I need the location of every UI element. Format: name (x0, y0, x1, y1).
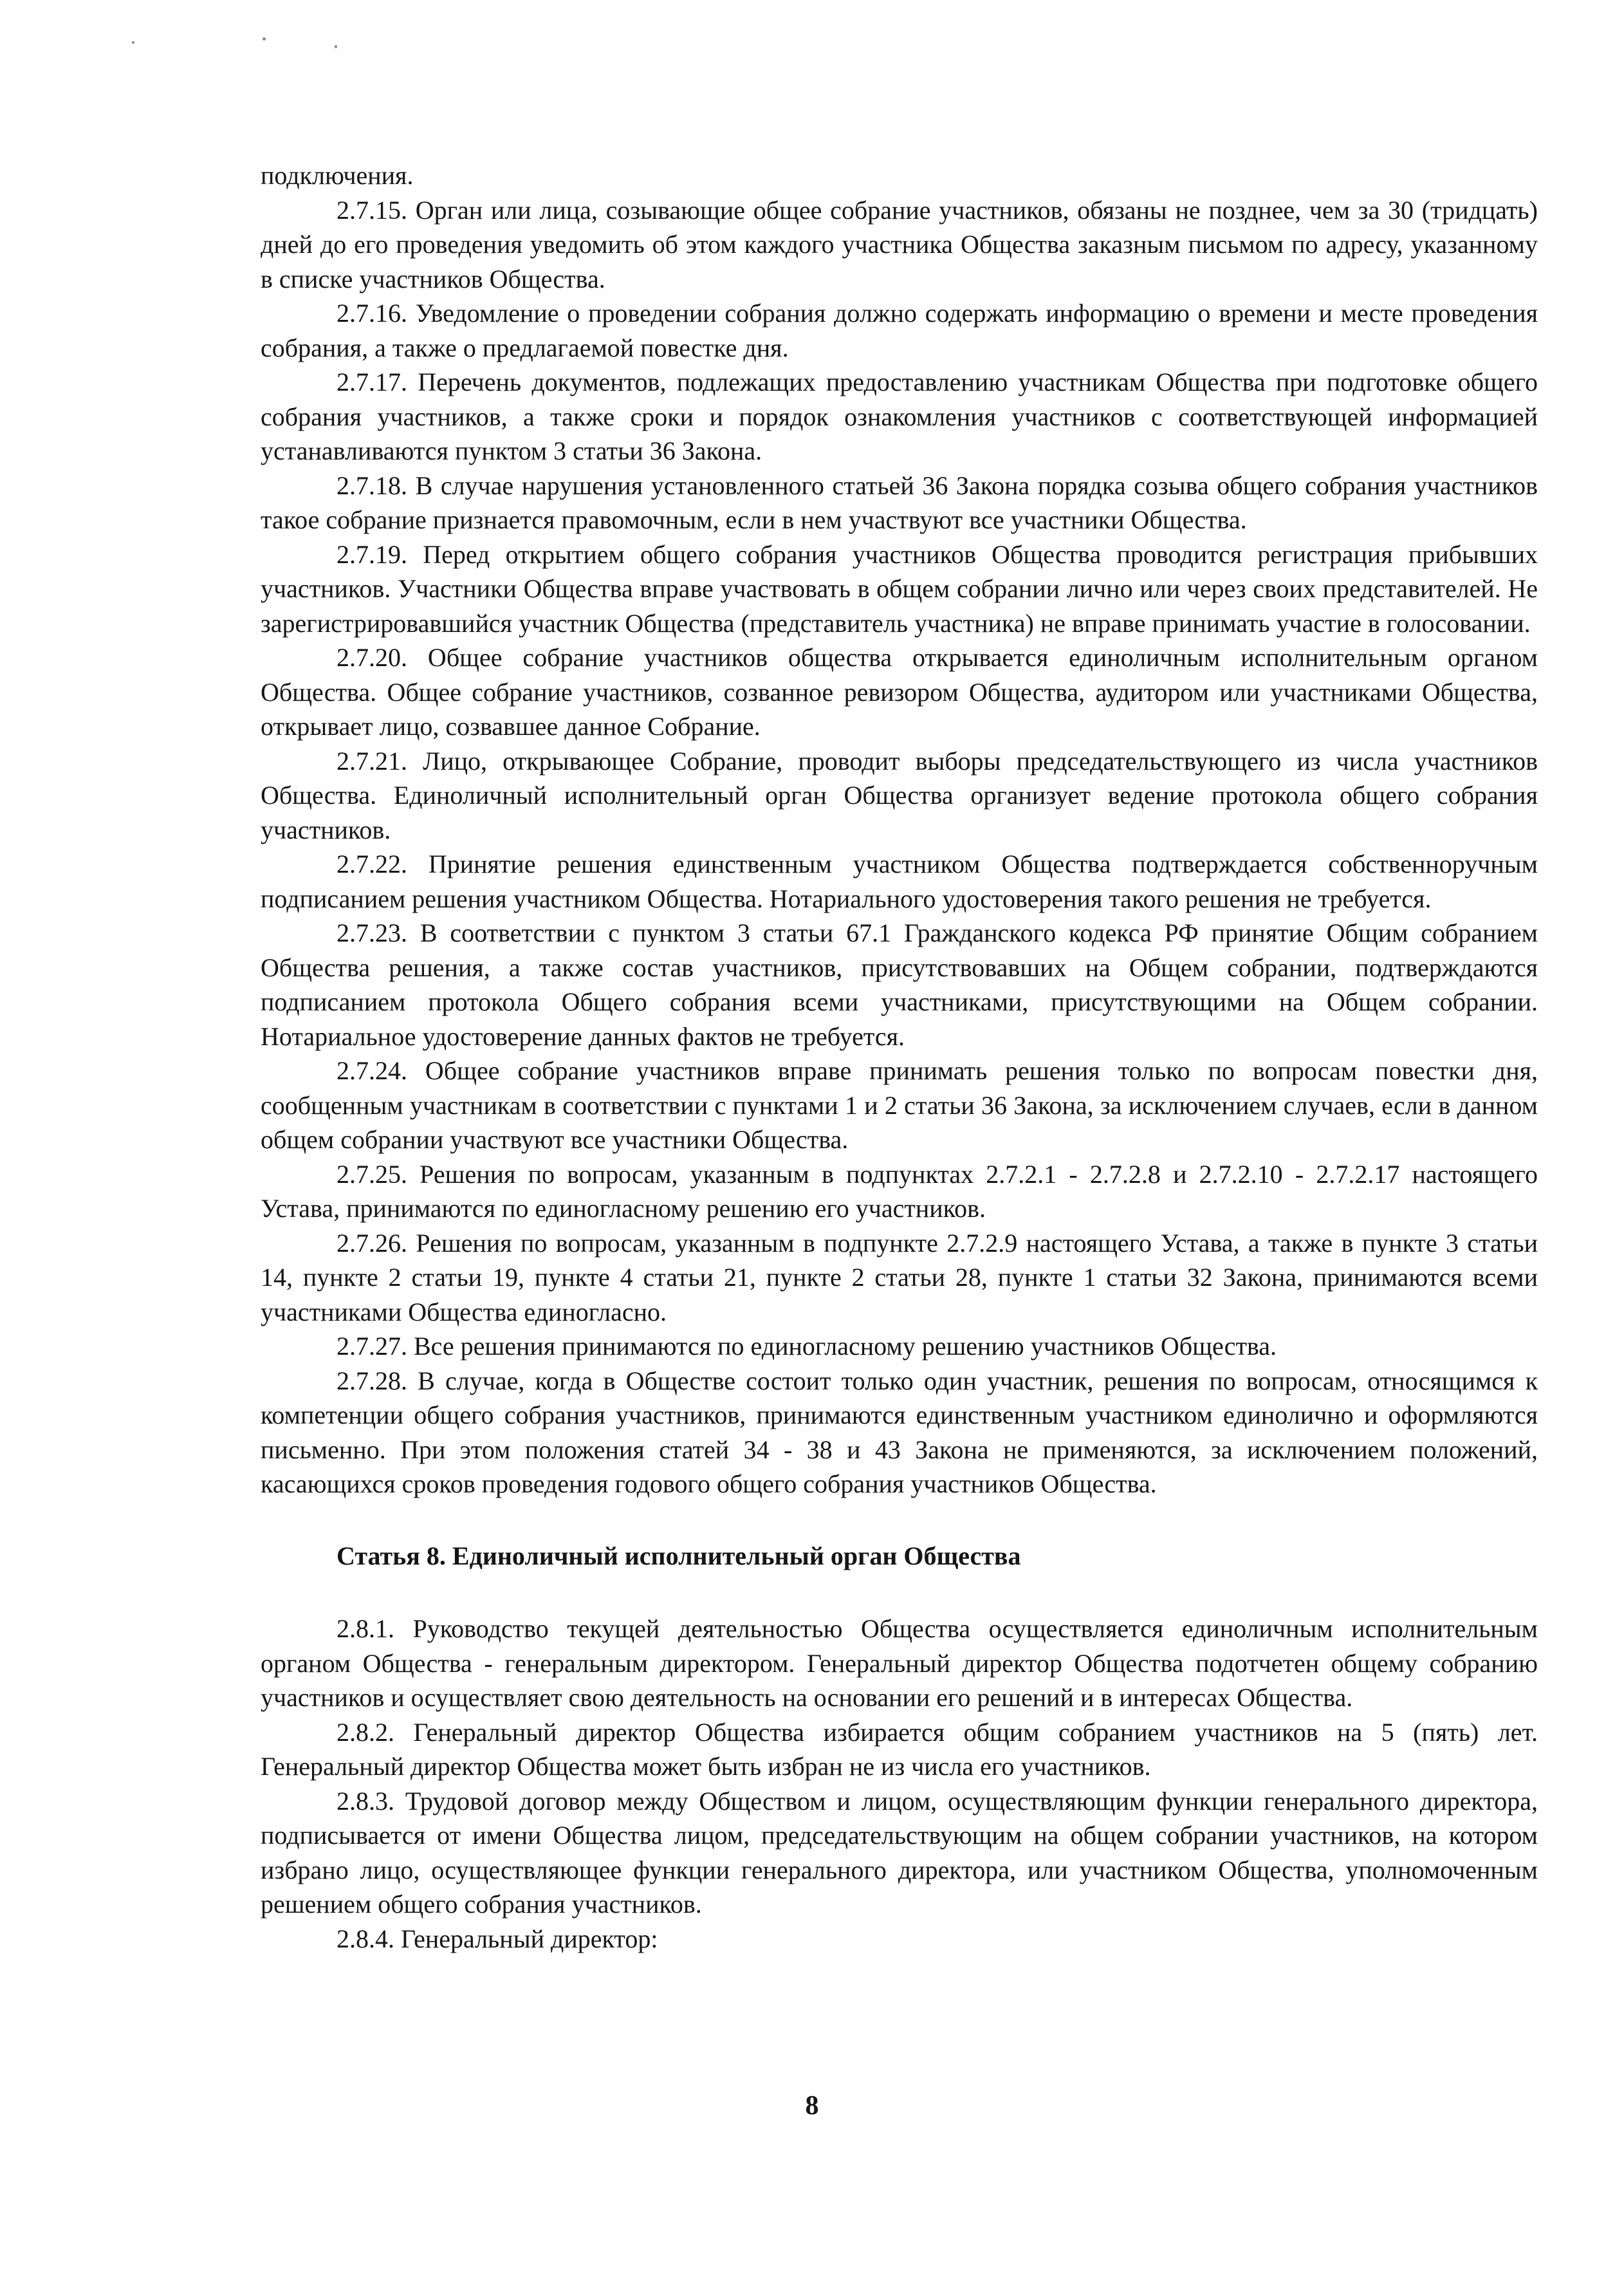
scan-speck (335, 45, 337, 48)
scan-speck (132, 41, 134, 44)
clause-2-7-16: 2.7.16. Уведомление о проведении собрания должно содержать информацию о времени и месте проведения собрания, а также о предлагаемой повестке дня. (261, 299, 1538, 362)
clause-2-8-2: 2.8.2. Генеральный директор Общества избирается общим собранием участников на 5 (пять) лет. Генеральный директор Общества может быть избран не из числа его участников. (261, 1717, 1538, 1781)
clause-2-7-20: 2.7.20. Общее собрание участников общества открывается единоличным исполнительным органом Общества. Общее собрание участников, созванное ревизором Общества, аудитором или участниками Общества, открывает лицо, созвавшее данное Собрание. (261, 643, 1538, 741)
clause-2-7-17: 2.7.17. Перечень документов, подлежащих предоставлению участникам Общества при подготовке общего собрания участников, а также сроки и порядок ознакомления участников с соответствующей информацией устанавливаются пунктом 3 статьи 36 Закона. (261, 367, 1538, 465)
clause-2-8-4: 2.8.4. Генеральный директор: (337, 1924, 658, 1953)
clause-2-7-25: 2.7.25. Решения по вопросам, указанным в подпунктах 2.7.2.1 - 2.7.2.8 и 2.7.2.10 - 2.7.2.17 настоящего Устава, принимаются по единогласному решению его участников. (261, 1159, 1538, 1223)
scan-speck (263, 37, 266, 41)
clause-2-7-15: 2.7.15. Орган или лица, созывающие общее собрание участников, обязаны не позднее, чем за 30 (тридцать) дней до его проведения уведомить об этом каждого участника Общества заказным письмом по адресу, указанному в списке участников Общества. (261, 195, 1538, 293)
clause-2-7-19: 2.7.19. Перед открытием общего собрания участников Общества проводится регистрация прибывших участников. Участники Общества вправе участвовать в общем собрании лично или через своих представителей. Не зарегистрировавшийся участник Общества (представитель участника) не вправе принимать участие в голосовании. (261, 539, 1538, 638)
section-heading: Статья 8. Единоличный исполнительный орган Общества (337, 1541, 1021, 1570)
page-number: 8 (805, 2091, 819, 2121)
clause-2-8-1: 2.8.1. Руководство текущей деятельностью Общества осуществляется единоличным исполнительным органом Общества - генеральным директором. Генеральный директор Общества подотчетен общему собранию участников и осуществляет свою деятельность на основании его решений и в интересах Общества. (261, 1614, 1538, 1712)
clause-2-7-27: 2.7.27. Все решения принимаются по единогласному решению участников Общества. (337, 1332, 1277, 1361)
clause-2-7-26: 2.7.26. Решения по вопросам, указанным в подпункте 2.7.2.9 настоящего Устава, а также в пункте 3 статьи 14, пункте 2 статьи 19, пункте 4 статьи 21, пункте 2 статьи 28, пункте 1 статьи 32 Закона, принимаются всеми участниками Общества единогласно. (261, 1228, 1538, 1326)
clause-2-7-28: 2.7.28. В случае, когда в Обществе состоит только один участник, решения по вопросам, относящимся к компетенции общего собрания участников, принимаются единственным участником единолично и оформляются письменно. При этом положения статей 34 - 38 и 43 Закона не применяются, за исключением положений, касающихся сроков проведения годового общего собрания участников Общества. (261, 1366, 1538, 1498)
clause-2-7-23: 2.7.23. В соответствии с пунктом 3 статьи 67.1 Гражданского кодекса РФ принятие Общим собранием Общества решения, а также состав участников, присутствовавших на Общем собрании, подтверждаются подписанием протокола Общего собрания всеми участниками, присутствующими на Общем собрании. Нотариальное удостоверение данных фактов не требуется. (261, 918, 1538, 1051)
document-body (261, 158, 1538, 1956)
clause-2-7-21: 2.7.21. Лицо, открывающее Собрание, проводит выборы председательствующего из числа участников Общества. Единоличный исполнительный орган Общества организует ведение протокола общего собрания участников. (261, 746, 1538, 844)
clause-2-8-3: 2.8.3. Трудовой договор между Обществом и лицом, осуществляющим функции генерального директора, подписывается от имени Общества лицом, председательствующим на общем собрании участников, на котором избрано лицо, осуществляющее функции генерального директора, или участником Общества, уполномоченным решением общего собрания участников. (261, 1786, 1538, 1919)
lead-fragment: подключения. (261, 161, 414, 190)
clause-2-7-22: 2.7.22. Принятие решения единственным участником Общества подтверждается собственноручным подписанием решения участником Общества. Нотариального удостоверения такого решения не требуется. (261, 850, 1538, 913)
clause-2-7-18: 2.7.18. В случае нарушения установленного статьей 36 Закона порядка созыва общего собрания участников такое собрание признается правомочным, если в нем участвуют все участники Общества. (261, 470, 1538, 534)
clause-2-7-24: 2.7.24. Общее собрание участников вправе принимать решения только по вопросам повестки дня, сообщенным участникам в соответствии с пунктами 1 и 2 статьи 36 Закона, за исключением случаев, если в данном общем собрании участвуют все участники Общества. (261, 1056, 1538, 1154)
